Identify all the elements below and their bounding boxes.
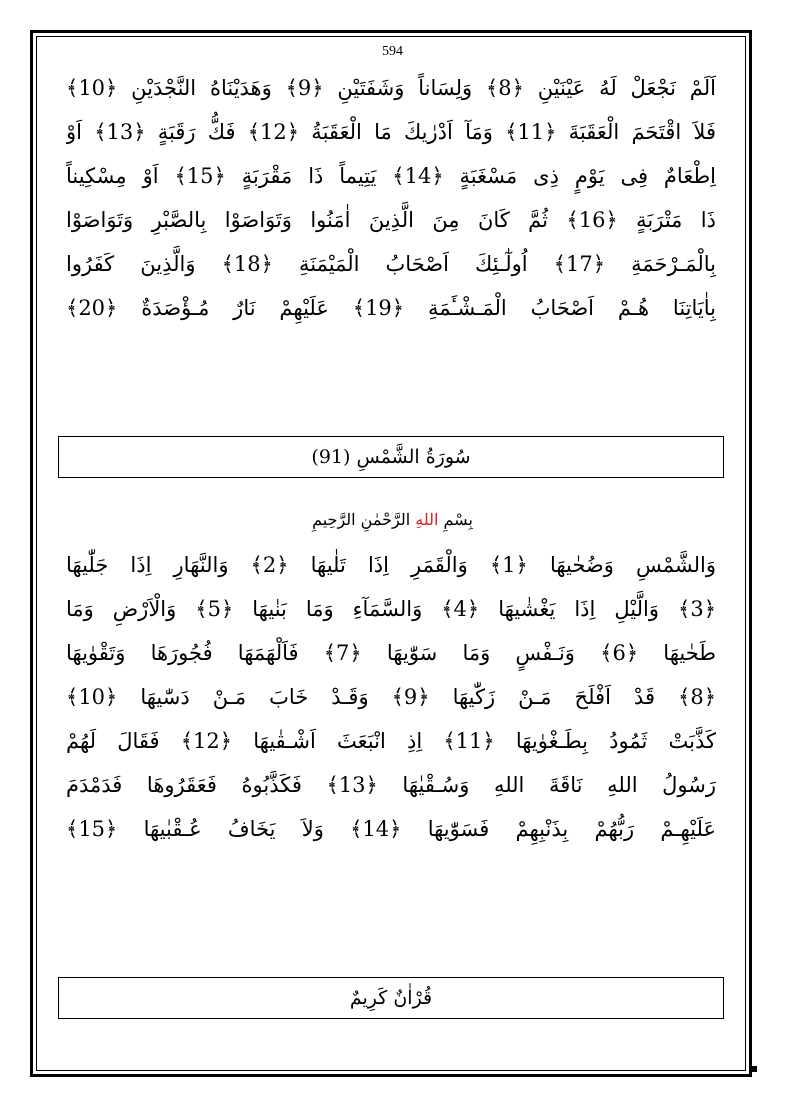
verse-line: ﴿8﴾ قَدْ اَفْلَحَ مَـنْ زَكّٰيهَا ﴿9﴾ وَقَـدْ خَابَ مَـنْ دَسّٰيهَا ﴿10﴾: [66, 685, 716, 709]
basmala-allah: اللهِ: [415, 510, 439, 529]
verse-line: كَذَّبَتْ ثَمُودُ بِطَـغْوٰيهَا ﴿11﴾ اِذِ انْبَعَثَ اَشْـقٰيهَا ﴿12﴾ فَقَالَ لَهُمْ: [66, 729, 716, 753]
verse-line: طَحٰيهَا ﴿6﴾ وَنَـفْسٍ وَمَا سَوّٰيهَا ﴿7﴾ فَاَلْهَمَهَا فُجُورَهَا وَتَقْوٰيهَا: [66, 641, 716, 665]
basmala: [0, 510, 785, 529]
top-text-block: [66, 66, 716, 330]
surah-title-box: [58, 436, 724, 478]
verse-line: عَلَيْهِـمْ رَبُّهُمْ بِذَنْبِهِمْ فَسَوّٰيهَا ﴿14﴾ وَلاَ يَخَافُ عُـقْبٰيهَا ﴿15﴾: [66, 817, 716, 841]
verse-line: بِاٰيَاتِنَا هُـمْ اَصْحَابُ الْمَـشْـَٔمَةِ ﴿19﴾ عَلَيْهِمْ نَارٌ مُـؤْصَدَةٌ ﴿20﴾: [66, 296, 716, 320]
footer-box: [58, 977, 724, 1019]
footer-text: قُرْاٰنٌ كَرِيمٌ: [349, 987, 433, 1009]
bottom-text-block: [66, 543, 716, 851]
basmala-suffix: الرَّحْمٰنِ الرَّحِيمِ: [312, 510, 416, 529]
surah-title: سُورَةُ الشَّمْسِ (91): [311, 446, 471, 468]
verse-line: رَسُولُ اللهِ نَاقَةَ اللهِ وَسُـقْيٰهَا ﴿13﴾ فَكَذَّبُوهُ فَعَقَرُوهَا فَدَمْدَمَ: [66, 773, 716, 797]
verse-line: ﴿3﴾ وَالَّيْلِ اِذَا يَغْشٰيهَا ﴿4﴾ وَالسَّمَآءِ وَمَا بَنٰيهَا ﴿5﴾ وَالْاَرْضِ وَمَا: [66, 597, 716, 621]
basmala-prefix: بِسْمِ: [438, 510, 473, 529]
verse-line: ذَا مَتْرَبَةٍ ﴿16﴾ ثُمَّ كَانَ مِنَ الَّذِينَ اٰمَنُوا وَتَوَاصَوْا بِالصَّبْرِ وَتَوَاصَوْا: [66, 208, 716, 232]
page-number: 594: [382, 44, 403, 59]
verse-line: وَالشَّمْسِ وَضُحٰيهَا ﴿1﴾ وَالْقَمَرِ اِذَا تَلٰيهَا ﴿2﴾ وَالنَّهَارِ اِذَا جَلّٰيهَا: [66, 553, 716, 577]
corner-mark: [752, 1066, 757, 1072]
verse-line: بِالْمَـرْحَمَةِ ﴿17﴾ اُولٰٓـئِكَ اَصْحَابُ الْمَيْمَنَةِ ﴿18﴾ وَالَّذِينَ كَفَرُوا: [66, 252, 716, 276]
verse-line: فَلاَ اقْتَحَمَ الْعَقَبَةَ ﴿11﴾ وَمَآ اَدْرٰيكَ مَا الْعَقَبَةُ ﴿12﴾ فَكُّ رَقَبَةٍ ﴿13﴾ اَوْ: [66, 120, 716, 144]
verse-line: اَلَمْ نَجْعَلْ لَهُ عَيْنَيْنِ ﴿8﴾ وَلِسَاناً وَشَفَتَيْنِ ﴿9﴾ وَهَدَيْنَاهُ النَّجْدَيْنِ ﴿10﴾: [66, 76, 716, 100]
verse-line: اِطْعَامٌ فِى يَوْمٍ ذِى مَسْغَبَةٍ ﴿14﴾ يَتِيماً ذَا مَقْرَبَةٍ ﴿15﴾ اَوْ مِسْكِيناً: [66, 164, 716, 188]
